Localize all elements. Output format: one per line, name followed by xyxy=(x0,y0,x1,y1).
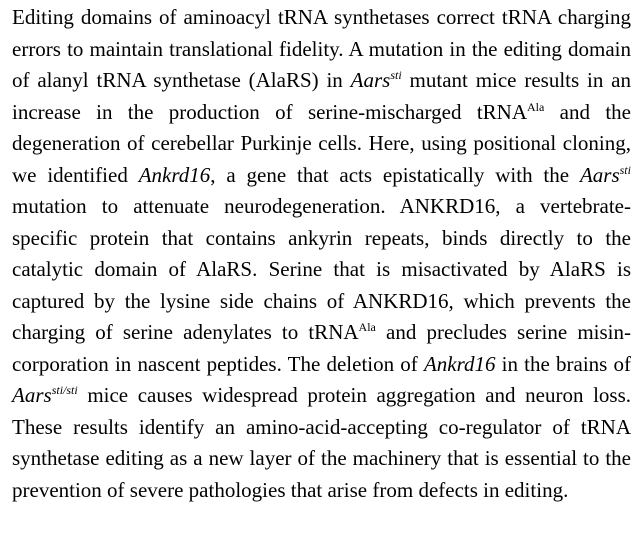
allele-superscript: sti xyxy=(619,162,631,177)
allele-superscript: sti/sti xyxy=(51,383,78,397)
abstract-text-3: and the degeneration of cerebellar Purkinje cells. Here, using positional cloning, we identified xyxy=(12,99,631,187)
allele-superscript: sti xyxy=(390,68,402,82)
trna-superscript: Ala xyxy=(358,320,376,334)
abstract-text-4: , a gene that acts epistatically with the xyxy=(210,162,580,187)
gene-name-aars: Aars xyxy=(12,383,52,407)
abstract-paragraph xyxy=(12,2,631,506)
gene-name-ankrd16: Ankrd16 xyxy=(138,162,211,187)
abstract-text-5: mutation to attenuate neurodegeneration. ANKRD16, a vertebrate-specific protein that contains ankyrin repeats, binds directly to the catalytic domain of AlaRS. Serine that is misactivated by AlaRS is captured by the lysine side chains of ANKRD16, which prevents the charging of serine adenylates to tRNA xyxy=(12,194,631,344)
gene-name-aars: Aars xyxy=(579,162,620,187)
abstract-text-2: mutant mice results in an increase in the production of serine-mischarged tRNA xyxy=(12,68,631,124)
abstract-text-1: Editing domains of aminoacyl tRNA synthetases correct tRNA charging errors to maintain translational fidelity. A mutation in the editing domain of alanyl tRNA synthetase (AlaRS) in xyxy=(12,5,631,92)
trna-superscript: Ala xyxy=(527,99,545,114)
gene-name-aars: Aars xyxy=(350,68,391,92)
abstract-text-6: and precludes serine misincorporation in nascent peptides. The deletion of xyxy=(12,320,631,376)
abstract-text-7: in the brains of xyxy=(495,351,631,376)
abstract-text-8: mice causes widespread protein aggregation and neuron loss. These results identify an amino-acid-accepting co-regulator of tRNA synthetase editing as a new layer of the machinery that is essential to the prevention of severe pathologies that arise from defects in editing. xyxy=(12,383,631,502)
gene-name-ankrd16: Ankrd16 xyxy=(423,351,496,376)
